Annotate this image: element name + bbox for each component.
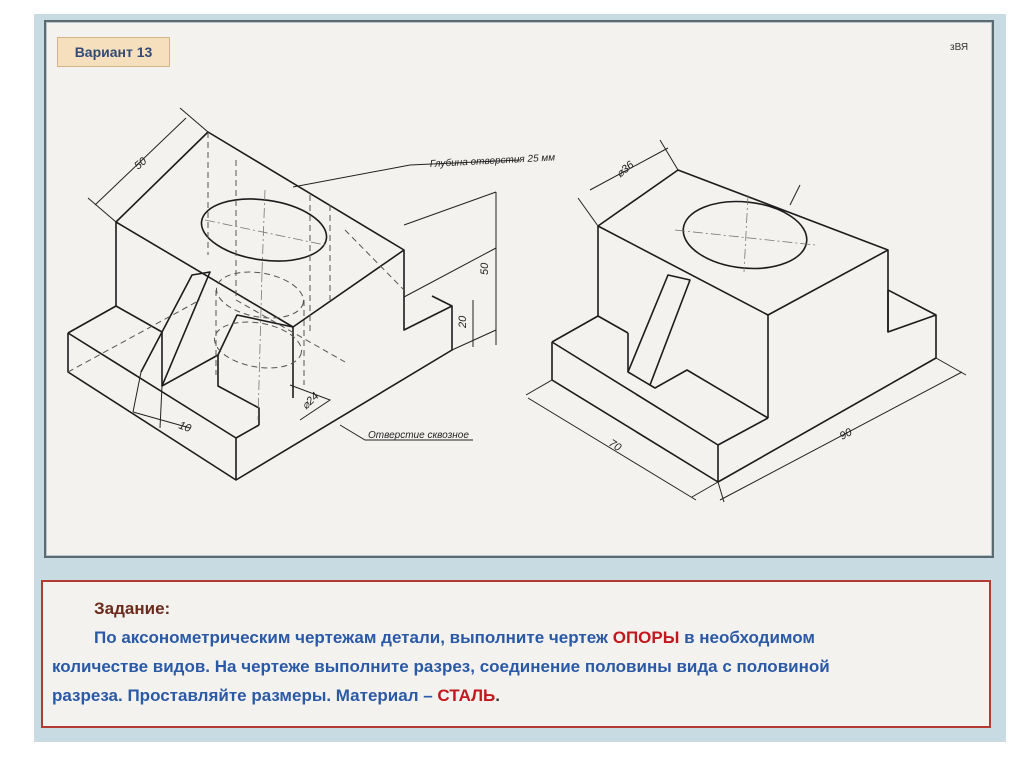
left-top-hole [197, 192, 330, 269]
dim-right-hole-diameter: ⌀36 [614, 158, 637, 181]
right-dimension-lines [526, 140, 966, 502]
right-upper-outline [598, 170, 888, 332]
dim-right-depth: 70 [606, 437, 624, 455]
left-upper-top-edge [116, 222, 404, 327]
task-line1-end: в необходимом [684, 628, 815, 647]
task-heading: Задание: [94, 599, 171, 618]
left-center-lines [205, 190, 325, 420]
task-line1-start: По аксонометрическим чертежам детали, выполните чертеж [94, 628, 608, 647]
note-through-hole: Отверстие сквозное [368, 430, 469, 441]
variant-label: Вариант 13 [57, 37, 170, 67]
left-hidden-lines [68, 132, 404, 385]
right-upper-top-edge [598, 226, 888, 315]
task-period: . [495, 686, 500, 705]
left-base-outline [68, 296, 452, 480]
right-part-view [552, 170, 936, 482]
note-hole-depth: Глубина отверстия 25 мм [429, 152, 556, 170]
right-cut-lines [628, 333, 768, 418]
left-rib [141, 272, 210, 386]
left-base-front-edge [68, 333, 259, 480]
dim-left-rib: 10 [176, 419, 193, 436]
right-upper-front-left [598, 226, 628, 333]
dim-left-hole-diameter: ⌀24 [299, 390, 322, 413]
task-line3-start: разреза. Проставляйте размеры. Материал – [52, 686, 433, 705]
dim-left-width: 50 [132, 155, 150, 173]
dim-left-height: 50 [479, 262, 491, 275]
task-text [52, 594, 952, 710]
dim-right-length: 90 [837, 426, 855, 443]
task-line2: количестве видов. На чертеже выполните разрез, соединение половины вида с половиной [52, 657, 830, 676]
right-base-front-edge [552, 342, 768, 482]
dim-left-base-height: 20 [457, 315, 469, 328]
task-material: СТАЛЬ [437, 686, 496, 705]
left-cut-lines [162, 332, 259, 425]
right-center-lines [675, 195, 815, 272]
corner-mark: зВЯ [950, 42, 969, 53]
left-upper-front-left [116, 222, 162, 332]
left-part-view [68, 132, 452, 480]
right-rib [628, 275, 690, 385]
right-base-outline [552, 290, 936, 482]
right-top-hole [680, 196, 810, 275]
task-part-name: ОПОРЫ [612, 628, 680, 647]
